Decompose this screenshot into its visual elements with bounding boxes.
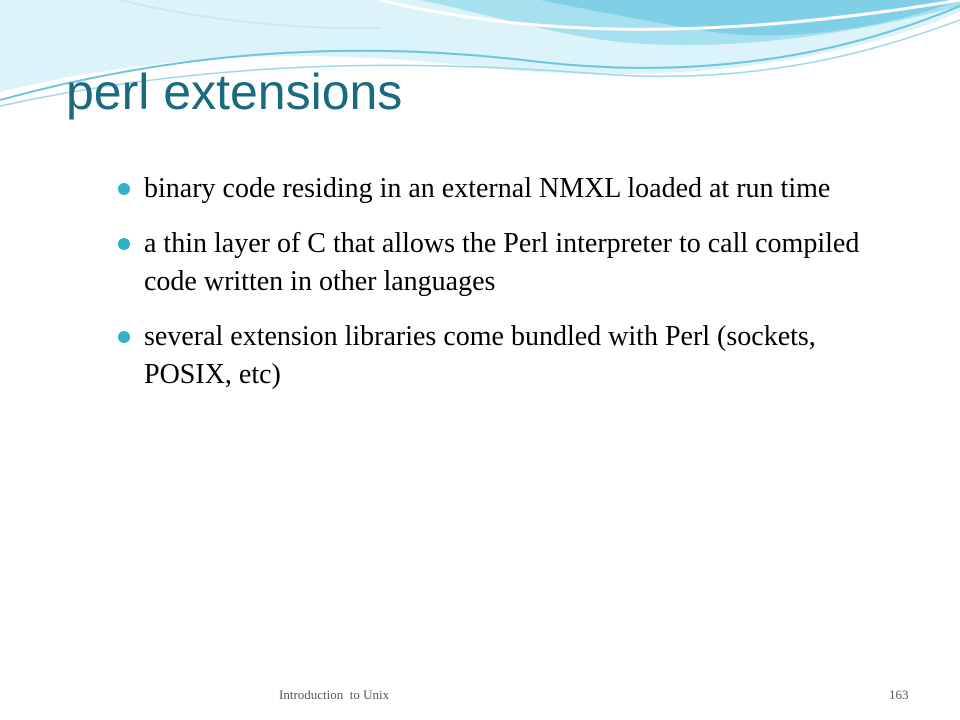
bullet-dot-icon — [118, 238, 130, 250]
bullet-item — [144, 170, 884, 208]
bullet-item — [144, 318, 884, 394]
bullet-text: a thin layer of C that allows the Perl interpreter to call compiled code written in other languages — [144, 228, 860, 297]
bullet-text: binary code residing in an external NMXL loaded at run time — [144, 173, 831, 204]
footer-page-number: 163 — [889, 687, 909, 702]
footer-course-title: Introduction to Unix — [279, 687, 390, 702]
bullet-dot-icon — [118, 331, 130, 343]
bullet-text: several extension libraries come bundled with Perl (sockets, POSIX, etc) — [144, 321, 816, 390]
bullet-dot-icon — [118, 183, 130, 195]
slide-title: perl extensions — [66, 64, 403, 120]
bullet-list — [144, 170, 884, 411]
bullet-item — [144, 225, 884, 301]
